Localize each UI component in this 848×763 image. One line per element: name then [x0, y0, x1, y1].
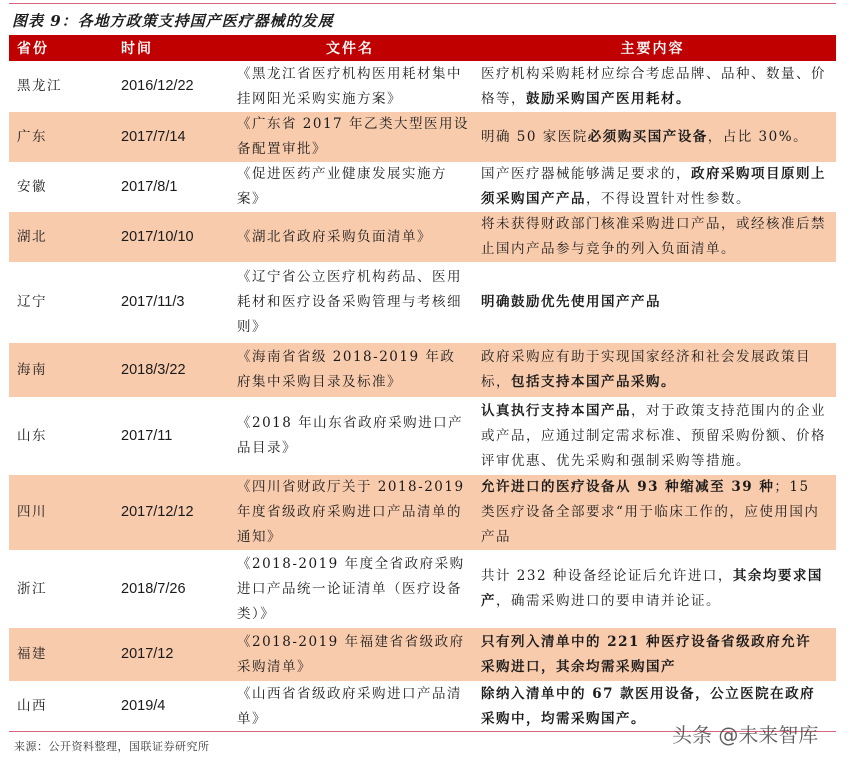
cell-province: 海南 — [9, 343, 107, 397]
cell-document: 《广东省 2017 年乙类大型医用设备配置审批》 — [231, 112, 469, 162]
cell-document: 《山西省省级政府采购进口产品清单》 — [231, 681, 469, 732]
cell-content — [469, 397, 836, 475]
content-plain: 共计 232 种设备经论证后允许进口， — [481, 568, 733, 584]
cell-content — [469, 112, 836, 162]
top-rule — [9, 3, 836, 4]
cell-date: 2019/4 — [107, 681, 231, 732]
content-emphasis: 允许进口的医疗设备从 93 种缩减至 39 种 — [481, 479, 775, 495]
header-content: 主要内容 — [620, 41, 685, 57]
watermark: 头条 @未来智库 — [672, 723, 819, 747]
source-note: 来源：公开资料整理，国联证券研究所 — [14, 740, 210, 753]
cell-province: 辽宁 — [9, 262, 107, 343]
content-emphasis: 只有列入清单中的 221 种医疗设备省级政府允许采购进口，其余均需采购国产 — [481, 633, 812, 675]
cell-date: 2017/10/10 — [107, 212, 231, 262]
cell-document: 《辽宁省公立医疗机构药品、医用耗材和医疗设备采购管理与考核细则》 — [231, 262, 469, 343]
table-row — [9, 162, 836, 212]
cell-province: 黑龙江 — [9, 61, 107, 112]
cell-date: 2018/7/26 — [107, 550, 231, 628]
cell-date: 2017/7/14 — [107, 112, 231, 162]
table-row — [9, 61, 836, 112]
cell-content — [469, 628, 836, 681]
figure-title: 图表 9：各地方政策支持国产医疗器械的发展 — [12, 12, 334, 30]
cell-document: 《2018-2019 年福建省省级政府采购清单》 — [231, 628, 469, 681]
cell-province: 广东 — [9, 112, 107, 162]
cell-province: 浙江 — [9, 550, 107, 628]
content-emphasis: 除纳入清单中的 67 款医用设备，公立医院在政府采购中，均需采购国产。 — [481, 685, 816, 727]
header-document: 文件名 — [326, 41, 374, 57]
cell-content — [469, 162, 836, 212]
header-province: 省份 — [17, 41, 49, 57]
cell-province: 湖北 — [9, 212, 107, 262]
content-tail: ，对于政策支持范围内的企业或产品，应通过制定需求标准、预留采购份额、价格评审优惠、优先采购和强制采购等措施。 — [481, 402, 826, 469]
header-date: 时间 — [121, 41, 153, 57]
cell-province: 山东 — [9, 397, 107, 475]
content-plain: 医疗机构采购耗材应综合考虑品牌、品种、数量、价格等， — [481, 65, 826, 107]
cell-document: 《促进医药产业健康发展实施方案》 — [231, 162, 469, 212]
cell-content — [469, 212, 836, 262]
cell-date: 2017/11 — [107, 397, 231, 475]
content-emphasis: 包括支持本国产品采购。 — [511, 374, 676, 390]
content-tail: ，确需采购进口的要申请并论证。 — [496, 593, 721, 609]
content-emphasis: 其余均要求国产 — [481, 568, 823, 609]
cell-date: 2018/3/22 — [107, 343, 231, 397]
cell-content — [469, 475, 836, 550]
content-tail: ；15 类医疗设备全部要求“用于临床工作的，应使用国内产品 — [481, 479, 820, 545]
policy-table — [9, 35, 836, 732]
content-emphasis: 鼓励采购国产医用耗材。 — [526, 90, 691, 107]
cell-document: 《海南省省级 2018-2019 年政府集中采购目录及标准》 — [231, 343, 469, 397]
cell-document: 《2018 年山东省政府采购进口产品目录》 — [231, 397, 469, 475]
content-plain: 将未获得财政部门核准采购进口产品，或经核准后禁止国内产品参与竞争的列入负面清单。 — [481, 216, 826, 257]
table-row — [9, 550, 836, 628]
content-emphasis: 必须购买国产设备 — [587, 128, 708, 145]
content-tail: ，不得设置针对性参数。 — [586, 191, 751, 207]
cell-document: 《2018-2019 年度全省政府采购进口产品统一论证清单（医疗设备类）》 — [231, 550, 469, 628]
content-emphasis: 政府采购项目原则上须采购国产产品 — [481, 166, 826, 207]
content-emphasis: 认真执行支持本国产品 — [481, 402, 631, 419]
table-row — [9, 262, 836, 343]
cell-document: 《湖北省政府采购负面清单》 — [231, 212, 469, 262]
table-row — [9, 475, 836, 550]
cell-date: 2017/12 — [107, 628, 231, 681]
cell-date: 2017/12/12 — [107, 475, 231, 550]
cell-date: 2016/12/22 — [107, 61, 231, 112]
cell-content — [469, 550, 836, 628]
cell-document: 《四川省财政厅关于 2018-2019 年度省级政府采购进口产品清单的通知》 — [231, 475, 469, 550]
cell-content — [469, 61, 836, 112]
cell-province: 四川 — [9, 475, 107, 550]
content-plain: 政府采购应有助于实现国家经济和社会发展政策目标， — [481, 349, 811, 390]
table-row — [9, 397, 836, 475]
cell-province: 山西 — [9, 681, 107, 732]
table-header-row — [9, 35, 836, 61]
cell-content — [469, 343, 836, 397]
cell-date: 2017/8/1 — [107, 162, 231, 212]
cell-document: 《黑龙江省医疗机构医用耗材集中挂网阳光采购实施方案》 — [231, 61, 469, 112]
content-emphasis: 明确鼓励优先使用国产产品 — [481, 294, 661, 310]
content-tail: ，占比 30%。 — [707, 128, 809, 145]
table-row — [9, 628, 836, 681]
cell-date: 2017/11/3 — [107, 262, 231, 343]
table-row — [9, 212, 836, 262]
cell-content — [469, 262, 836, 343]
table-row — [9, 112, 836, 162]
table-row — [9, 343, 836, 397]
content-plain: 国产医疗器械能够满足要求的， — [481, 166, 691, 182]
cell-province: 安徽 — [9, 162, 107, 212]
cell-province: 福建 — [9, 628, 107, 681]
content-plain: 明确 50 家医院 — [481, 128, 588, 145]
